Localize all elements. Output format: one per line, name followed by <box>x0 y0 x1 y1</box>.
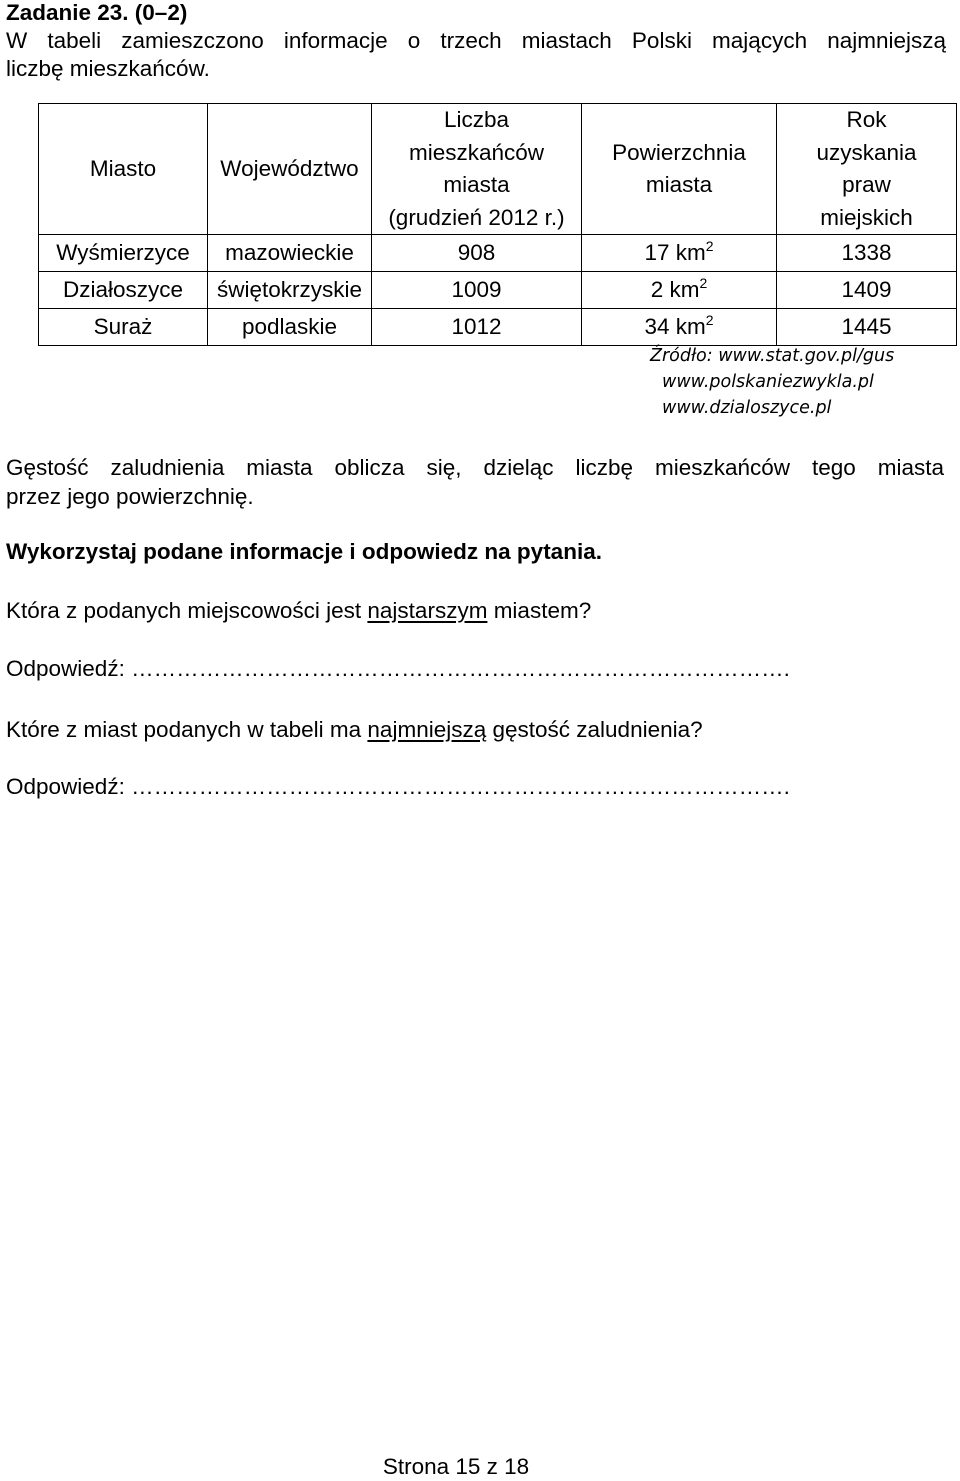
task-title: Zadanie 23. (0–2) <box>6 0 188 25</box>
cell-year: 1445 <box>777 309 957 346</box>
question-2-underlined: najmniejszą <box>367 717 487 742</box>
answer-2-field[interactable]: ……………………………………………………………………………. <box>124 774 790 799</box>
area-value: 2 km <box>650 277 700 302</box>
question-2 <box>6 716 703 744</box>
source-line: www.polskaniezwykla.pl <box>662 372 874 392</box>
header-population-line: mieszkańców <box>408 139 545 165</box>
cell-voivodeship: mazowieckie <box>208 235 372 272</box>
table-row <box>39 235 957 272</box>
instruction: Wykorzystaj podane informacje i odpowiedz na pytania. <box>6 539 602 564</box>
question-1-text-end: miastem? <box>487 598 592 623</box>
density-line-2: przez jego powierzchnię. <box>6 484 254 509</box>
density-explanation <box>6 453 944 511</box>
cell-population: 908 <box>372 235 582 272</box>
header-area-line: miasta <box>645 172 713 197</box>
header-population-line: miasta <box>443 172 510 197</box>
answer-2 <box>6 773 790 801</box>
header-population-line: (grudzień 2012 r.) <box>388 204 565 230</box>
cities-table <box>38 103 957 346</box>
header-year <box>777 104 957 235</box>
answer-1-field[interactable]: ……………………………………………………………………………. <box>124 656 790 681</box>
cell-year: 1409 <box>777 272 957 309</box>
page-footer <box>0 1453 912 1481</box>
source-line: Źródło: www.stat.gov.pl/gus <box>650 346 895 366</box>
header-population <box>372 104 582 235</box>
intro-line-2: liczbę mieszkańców. <box>6 56 210 81</box>
header-population-line: Liczba <box>443 107 510 132</box>
question-1-underlined: najstarszym <box>367 598 488 623</box>
cell-city: Suraż <box>39 309 208 346</box>
cell-population: 1012 <box>372 309 582 346</box>
header-city: Miasto <box>39 104 208 235</box>
area-exponent: 2 <box>699 275 708 291</box>
cell-voivodeship: świętokrzyskie <box>208 272 372 309</box>
question-2-text-end: gęstość zaludnienia? <box>486 717 703 742</box>
area-value: 17 km <box>644 240 706 265</box>
area-exponent: 2 <box>705 238 714 254</box>
cell-population: 1009 <box>372 272 582 309</box>
cell-city: Wyśmierzyce <box>39 235 208 272</box>
answer-1 <box>6 655 790 683</box>
header-year-line: miejskich <box>820 204 913 230</box>
header-voivodeship: Województwo <box>208 104 372 235</box>
intro-line-1: W tabeli zamieszczono informacje o trzech miastach Polski mających najmniejszą <box>6 28 946 53</box>
question-1 <box>6 597 591 625</box>
header-year-line: Rok <box>846 107 887 132</box>
page-number: Strona 15 z 18 <box>382 1454 530 1479</box>
question-2-text: Które z miast podanych w tabeli ma <box>6 717 368 742</box>
cell-city: Działoszyce <box>39 272 208 309</box>
source-note <box>650 343 894 421</box>
header-year-line: uzyskania <box>816 139 917 165</box>
header-year-line: praw <box>842 172 891 197</box>
table-header-row <box>39 104 957 235</box>
table-row <box>39 309 957 346</box>
area-exponent: 2 <box>705 312 714 328</box>
cell-area <box>582 235 777 272</box>
cell-year: 1338 <box>777 235 957 272</box>
cell-area <box>582 309 777 346</box>
header-area <box>582 104 777 235</box>
table-row <box>39 272 957 309</box>
header-area-line: Powierzchnia <box>612 139 746 165</box>
question-1-text: Która z podanych miejscowości jest <box>6 598 368 623</box>
cell-area <box>582 272 777 309</box>
answer-2-label: Odpowiedź: <box>6 774 125 799</box>
density-line-1: Gęstość zaludnienia miasta oblicza się, dzieląc liczbę mieszkańców tego miasta <box>6 455 944 480</box>
task-intro <box>6 27 946 83</box>
source-line: www.dzialoszyce.pl <box>662 398 832 418</box>
cell-voivodeship: podlaskie <box>208 309 372 346</box>
answer-1-label: Odpowiedź: <box>6 656 125 681</box>
area-value: 34 km <box>644 314 706 339</box>
